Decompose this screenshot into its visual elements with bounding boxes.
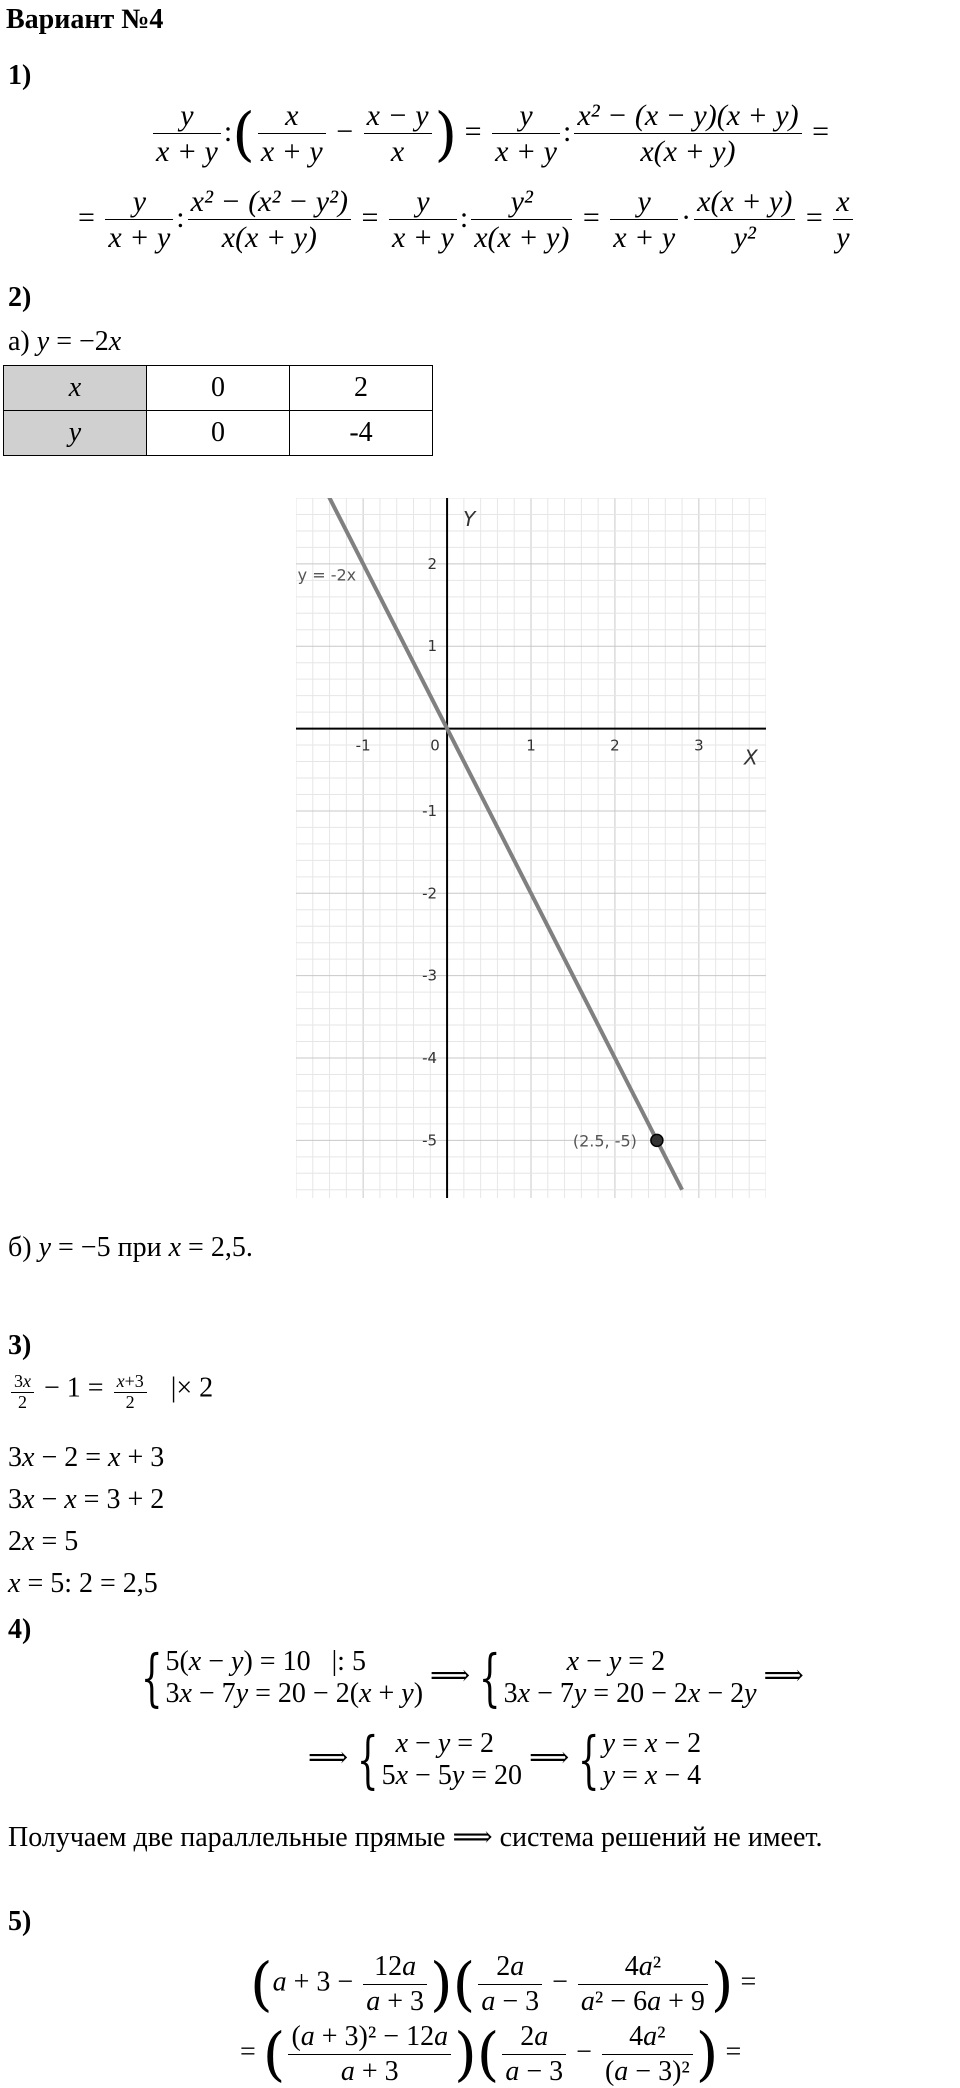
task4-divisor: |: 5	[331, 1646, 366, 1677]
x-tick-label: -1	[355, 736, 371, 755]
task4-conclusion: Получаем две параллельные прямые ⟹ система решений не имеет.	[8, 1822, 823, 1853]
data-point	[651, 1134, 663, 1146]
task3-step5: x = 5: 2 = 2,5	[8, 1568, 158, 1599]
series-label: y = -2x	[297, 565, 357, 585]
y-axis-label: Y	[463, 507, 476, 531]
data-point-label: (2.5, -5)	[572, 1131, 637, 1151]
table-cell: 0	[147, 366, 290, 411]
task3-step1: $\frac{3x}{2}$ − 1 = $\frac{x+3}{2}$ |× 2	[8, 1372, 213, 1413]
y-tick-label: -5	[422, 1131, 438, 1150]
y-tick-label: -1	[422, 801, 438, 820]
table-cell: 2	[290, 366, 433, 411]
task3-multiplier: |× 2	[170, 1372, 214, 1404]
task3-step3: 3x − x = 3 + 2	[8, 1484, 165, 1515]
function-graph	[296, 498, 766, 1198]
task3-step4: 2x = 5	[8, 1526, 79, 1557]
x-tick-label: 1	[526, 736, 536, 755]
x-axis-label: X	[744, 745, 758, 770]
y-tick-label: 1	[427, 637, 438, 656]
table-row	[4, 366, 433, 411]
task5-label: 5)	[8, 1906, 32, 1937]
task1-label: 1)	[8, 60, 32, 91]
value-table	[3, 365, 433, 456]
task2-part-b: б) y = −5 при x = 2,5.	[8, 1232, 253, 1263]
table-cell: 0	[147, 411, 290, 456]
task2-label: 2)	[8, 282, 32, 313]
task4-system-line1: { 5(x − y) = 10 |: 5 3x − 7y = 20 − 2(x + y) ⟹ { x − y = 2 3x − 7y = 20 − 2x − 2y ⟹	[140, 1641, 804, 1715]
y-tick-label: -2	[422, 884, 438, 903]
page-title: Вариант №4	[6, 4, 164, 35]
table-row	[4, 411, 433, 456]
task2-part-a: а) y = −2x	[8, 326, 122, 357]
table-x-header: x	[4, 366, 147, 411]
task4-label: 4)	[8, 1614, 32, 1645]
task3-step2: 3x − 2 = x + 3	[8, 1442, 165, 1473]
task1-formula-line2: = $\frac{y}{x + y}$ : $\frac{\text{x² − (x² − y²)}}{x(x + y)}$ = $\frac{y}{x + y}$ : $\frac{\text{y²}}{x(x + y)}$ = $\frac{y}{x + y}$ · $\frac{x(x + y)}{\text{y²}}$ = $\frac{x}{y}$	[78, 184, 856, 256]
task4-system-line2: ⟹ { x − y = 2 5x − 5y = 20 ⟹ { y = x − 2 y = x − 4	[308, 1723, 702, 1797]
part-b-text: при	[110, 1232, 169, 1263]
task3-label: 3)	[8, 1330, 32, 1361]
task5-formula-line2: = ( $\frac{\text{(a + 3)² − 12a}}{a + 3}$ )( $\frac{2a}{a - 3}$ − $\frac{\text{4a²}}{\text{(a − 3)²}}$ ) =	[240, 2020, 742, 2088]
y-tick-label: -4	[422, 1049, 438, 1067]
y-tick-label: -3	[422, 966, 438, 985]
task1-formula-line1: $\frac{y}{x + y}$ :( $\frac{x}{x + y}$ − $\frac{x - y}{x}$ ) = $\frac{y}{x + y}$ : $\frac{\text{x² − (x − y)(x + y)}}{x(x + y)}$ =	[150, 98, 829, 170]
x-tick-label: 2	[610, 736, 620, 755]
x-tick-label: 3	[694, 736, 704, 755]
x-tick-label: 0	[430, 736, 440, 755]
task5-formula-line1: (a + 3 − $\frac{12a}{a + 3}$ )( $\frac{2a}{a - 3}$ − $\frac{\text{4a²}}{\text{a² − 6a + 9}}$ ) =	[250, 1950, 757, 2018]
y-tick-label: 2	[427, 554, 438, 573]
part-b-prefix: б)	[8, 1232, 32, 1263]
part-b-value: 2,5.	[210, 1232, 253, 1263]
table-cell: -4	[290, 411, 433, 456]
table-y-header: y	[4, 411, 147, 456]
part-a-prefix: а)	[8, 326, 30, 357]
